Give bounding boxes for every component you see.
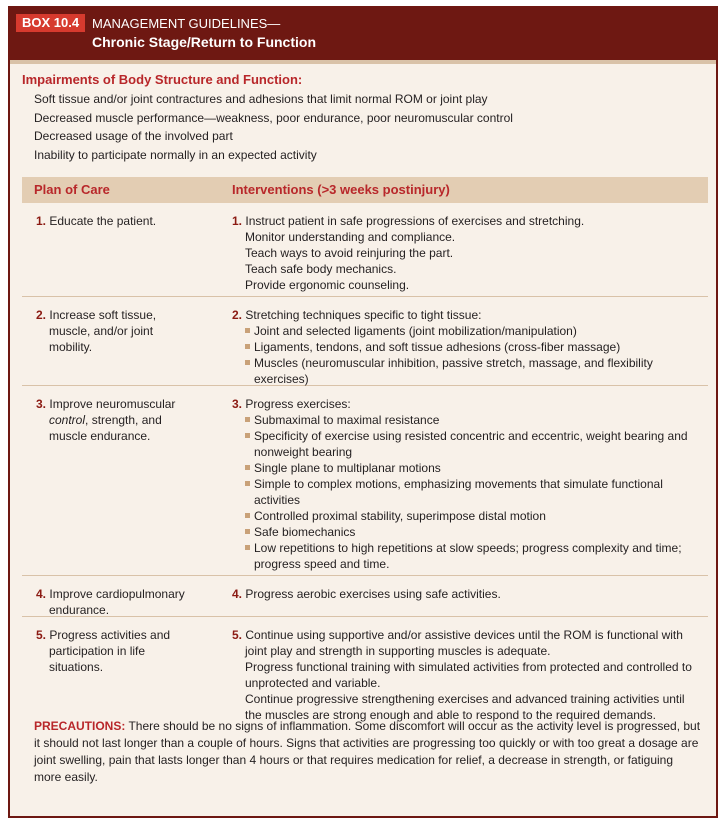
table-row <box>22 576 708 617</box>
interventions-cell <box>232 396 702 572</box>
plan-cell <box>36 396 206 444</box>
plan-cell <box>36 307 206 355</box>
intervention-line: Instruct patient in safe progressions of exercises and stretching. <box>245 214 585 228</box>
row-number: 2. <box>232 308 243 322</box>
column-header-plan: Plan of Care <box>34 182 110 197</box>
plan-text: muscle endurance. <box>49 429 151 443</box>
interventions-cell <box>232 627 702 723</box>
row-number: 3. <box>232 397 243 411</box>
impairments-list <box>34 90 513 164</box>
plan-text: Increase soft tissue, <box>49 308 157 322</box>
bullet-icon <box>245 513 250 518</box>
plan-text: Improve neuromuscular <box>49 397 176 411</box>
plan-text: mobility. <box>49 340 93 354</box>
precautions-text: There should be no signs of inflammation. Some discomfort will occur as the activity level is progressed, but it should not last longer than a couple of hours. Signs that activities are progressing too quickly or with too great a dosage are joint swelling, pain that lasts longer than 4 hours or that requires medication for relief, a decrease in strength, or fatiguing more easily. <box>34 719 701 784</box>
intervention-bullet: Simple to complex motions, emphasizing movements that simulate functional activities <box>254 477 663 507</box>
precautions-heading: PRECAUTIONS: <box>34 719 126 733</box>
bullet-icon <box>245 417 250 422</box>
intervention-bullet: Muscles (neuromuscular inhibition, passive stretch, massage, and flexibility exercises) <box>254 356 653 386</box>
impairment-item: Soft tissue and/or joint contractures and adhesions that limit normal ROM or joint play <box>34 92 488 106</box>
plan-text: situations. <box>49 660 104 674</box>
interventions-cell <box>232 307 702 387</box>
impairments-heading: Impairments of Body Structure and Function: <box>22 72 303 87</box>
row-number: 1. <box>36 214 47 228</box>
row-number: 2. <box>36 308 47 322</box>
bullet-icon <box>245 360 250 365</box>
header-divider <box>10 60 716 64</box>
row-number: 1. <box>232 214 243 228</box>
management-guidelines-box <box>8 6 718 818</box>
plan-cell <box>36 586 206 618</box>
impairment-item: Decreased usage of the involved part <box>34 129 233 143</box>
plan-text: Improve cardiopulmonary <box>49 587 185 601</box>
row-number: 4. <box>232 587 243 601</box>
row-number: 5. <box>36 628 47 642</box>
intervention-line: Provide ergonomic counseling. <box>245 278 410 292</box>
plan-cell <box>36 213 206 229</box>
bullet-icon <box>245 328 250 333</box>
plan-text: endurance. <box>49 603 110 617</box>
intervention-bullet: Submaximal to maximal resistance <box>254 413 440 427</box>
table-row <box>22 297 708 386</box>
table-row <box>22 203 708 297</box>
bullet-icon <box>245 433 250 438</box>
bullet-icon <box>245 545 250 550</box>
intervention-bullet: Ligaments, tendons, and soft tissue adhesions (cross-fiber massage) <box>254 340 621 354</box>
row-number: 3. <box>36 397 47 411</box>
impairment-item: Inability to participate normally in an expected activity <box>34 147 317 162</box>
bullet-icon <box>245 465 250 470</box>
row-number: 4. <box>36 587 47 601</box>
box-number-badge: BOX 10.4 <box>16 14 85 32</box>
intervention-line: Progress exercises: <box>245 397 351 411</box>
interventions-cell <box>232 213 702 293</box>
plan-text: Educate the patient. <box>49 214 157 228</box>
plan-text: , strength, and <box>85 413 162 427</box>
intervention-bullet: Specificity of exercise using resisted concentric and eccentric, weight bearing and nonweight bearing <box>254 429 688 459</box>
intervention-line: Teach ways to avoid reinjuring the part. <box>245 246 454 260</box>
table-row <box>22 617 708 722</box>
box-title: Chronic Stage/Return to Function <box>92 34 316 50</box>
intervention-line: Teach safe body mechanics. <box>245 262 397 276</box>
plan-text-emphasis: control <box>49 413 86 427</box>
intervention-line: Continue using supportive and/or assistive devices until the ROM is functional with joint play and strength in supporting muscles is adequate. <box>245 628 683 658</box>
bullet-icon <box>245 481 250 486</box>
plan-text: participation in life <box>49 644 146 658</box>
intervention-bullet: Low repetitions to high repetitions at slow speeds; progress complexity and time; progress speed and time. <box>254 541 682 571</box>
box-header <box>10 8 716 60</box>
row-number: 5. <box>232 628 243 642</box>
intervention-bullet: Safe biomechanics <box>254 525 356 539</box>
intervention-line: Monitor understanding and compliance. <box>245 230 456 244</box>
column-header-interventions: Interventions (>3 weeks postinjury) <box>232 182 450 197</box>
intervention-line: Stretching techniques specific to tight tissue: <box>245 308 482 322</box>
intervention-line: Progress aerobic exercises using safe activities. <box>245 587 501 601</box>
bullet-icon <box>245 344 250 349</box>
intervention-bullet: Single plane to multiplanar motions <box>254 461 441 475</box>
plan-text: Progress activities and <box>49 628 171 642</box>
table-row <box>22 386 708 576</box>
bullet-icon <box>245 529 250 534</box>
intervention-bullet: Controlled proximal stability, superimpose distal motion <box>254 509 546 523</box>
intervention-bullet: Joint and selected ligaments (joint mobilization/manipulation) <box>254 324 577 338</box>
impairment-item: Decreased muscle performance—weakness, poor endurance, poor neuromuscular control <box>34 110 513 125</box>
box-label: MANAGEMENT GUIDELINES— <box>92 16 281 31</box>
table-header <box>22 177 708 203</box>
plan-cell <box>36 627 206 675</box>
interventions-cell <box>232 586 702 602</box>
intervention-line: Continue progressive strengthening exercises and advanced training activities until the muscles are strong enough and able to respond to the required demands. <box>245 692 685 722</box>
intervention-line: Progress functional training with simulated activities from protected and controlled to unprotected and variable. <box>245 660 692 690</box>
plan-text: muscle, and/or joint <box>49 324 154 338</box>
precautions-note <box>34 718 702 786</box>
